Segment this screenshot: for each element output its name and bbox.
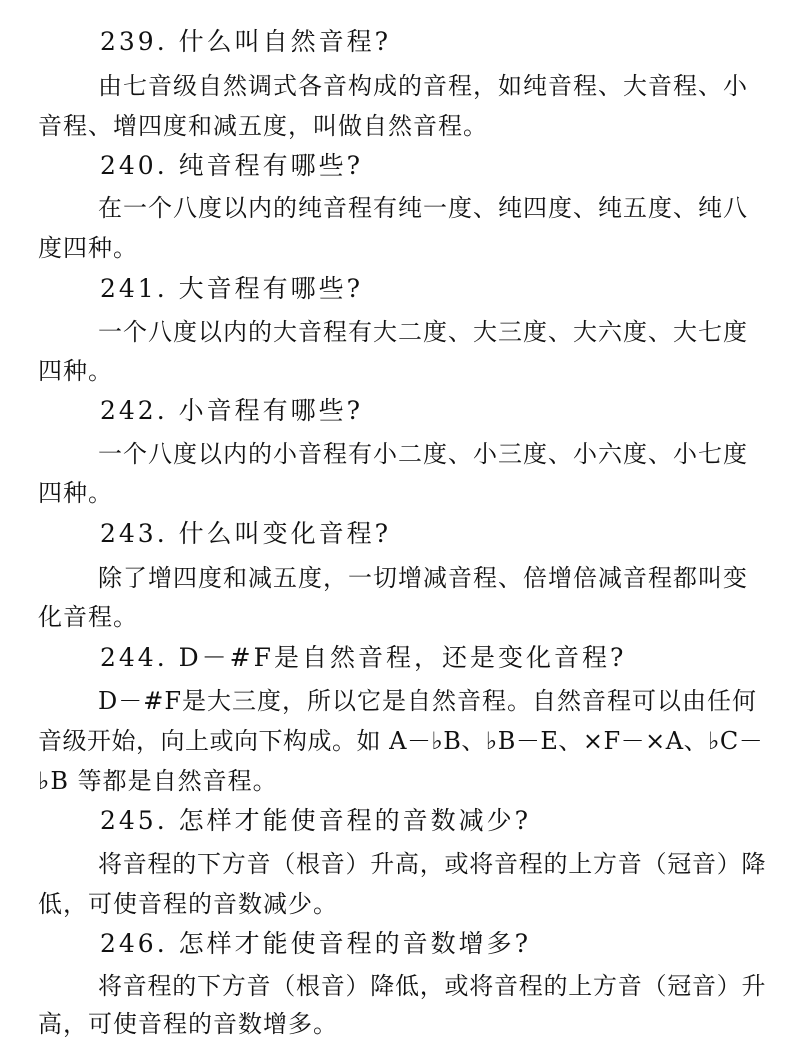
- question-241: 241. 大音程有哪些?: [100, 274, 364, 303]
- question-240: 240. 纯音程有哪些?: [100, 151, 364, 180]
- answer-246-line-1: 将音程的下方音（根音）降低，或将音程的上方音（冠音）升: [98, 972, 767, 1000]
- question-246: 246. 怎样才能使音程的音数增多?: [100, 929, 532, 958]
- answer-239-line-1: 由七音级自然调式各音构成的音程，如纯音程、大音程、小: [98, 72, 748, 100]
- question-245: 245. 怎样才能使音程的音数减少?: [100, 806, 532, 835]
- answer-242-line-1: 一个八度以内的小音程有小二度、小三度、小六度、小七度: [98, 440, 748, 468]
- answer-240-line-2: 度四种。: [38, 234, 138, 262]
- answer-244-line-1: D－#F是大三度，所以它是自然音程。自然音程可以由任何: [98, 687, 758, 715]
- answer-243-line-2: 化音程。: [38, 603, 138, 631]
- answer-246-line-2: 高，可使音程的音数增多。: [38, 1010, 338, 1038]
- answer-244-line-2: 音级开始，向上或向下构成。如 A－♭B、♭B－E、×F－×A、♭C－: [38, 727, 764, 755]
- question-242: 242. 小音程有哪些?: [100, 396, 364, 425]
- answer-240-line-1: 在一个八度以内的纯音程有纯一度、纯四度、纯五度、纯八: [98, 194, 748, 222]
- answer-241-line-1: 一个八度以内的大音程有大二度、大三度、大六度、大七度: [98, 318, 748, 346]
- answer-245-line-2: 低，可使音程的音数减少。: [38, 890, 338, 918]
- question-243: 243. 什么叫变化音程?: [100, 519, 392, 548]
- answer-242-line-2: 四种。: [38, 479, 113, 507]
- answer-243-line-1: 除了增四度和减五度，一切增减音程、倍增倍减音程都叫变: [98, 564, 748, 592]
- answer-245-line-1: 将音程的下方音（根音）升高，或将音程的上方音（冠音）降: [98, 850, 767, 878]
- answer-244-line-3: ♭B 等都是自然音程。: [38, 767, 278, 795]
- question-244: 244. D－#F是自然音程，还是变化音程?: [100, 643, 627, 672]
- answer-241-line-2: 四种。: [38, 357, 113, 385]
- answer-239-line-2: 音程、增四度和减五度，叫做自然音程。: [38, 112, 488, 140]
- question-239: 239. 什么叫自然音程?: [100, 27, 392, 56]
